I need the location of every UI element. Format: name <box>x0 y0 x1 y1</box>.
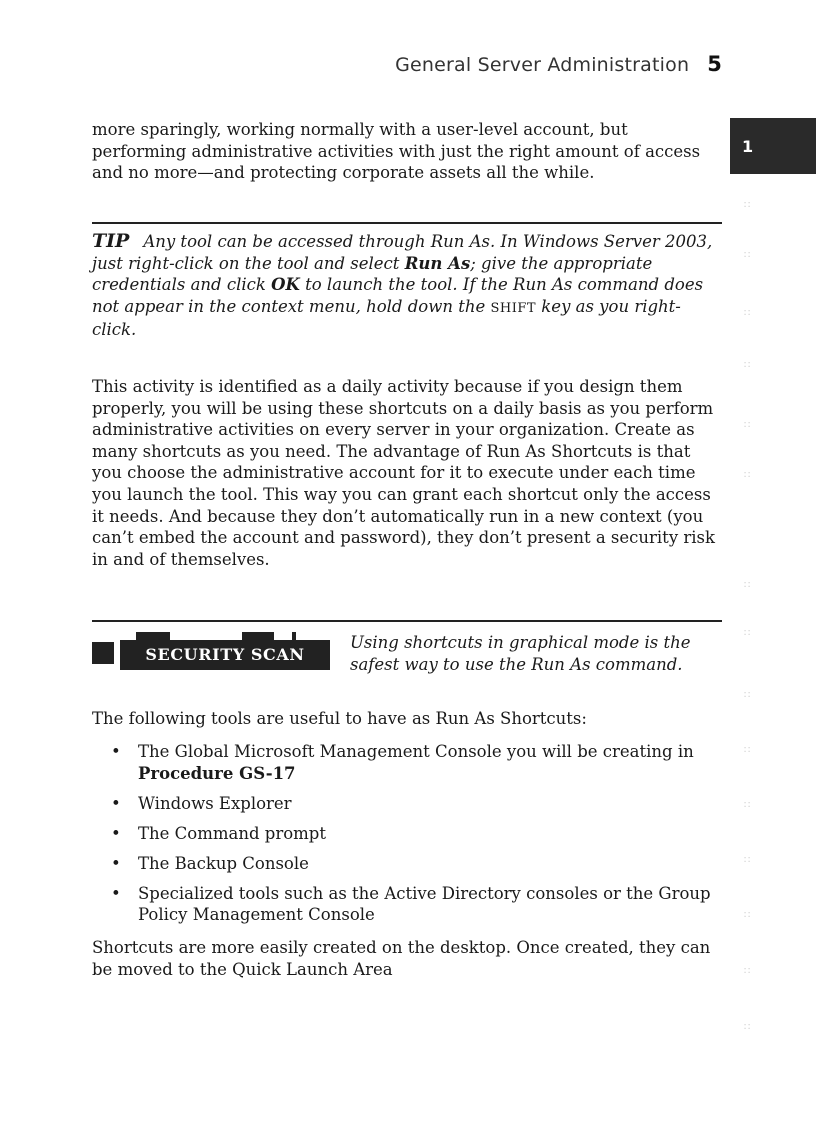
list-item <box>92 853 722 875</box>
tip-box <box>92 222 722 341</box>
bullet-icon: • <box>111 883 121 903</box>
margin-mark-icon: ∷ <box>744 250 751 261</box>
margin-mark-icon: ∷ <box>744 628 751 639</box>
tip-run-as: Run As <box>404 253 471 273</box>
chapter-tab <box>730 118 816 174</box>
list-item <box>92 823 722 845</box>
tip-label: TIP <box>92 230 130 252</box>
margin-mark-icon: ∷ <box>744 420 751 431</box>
tip-text-4: key as you right-click. <box>92 296 681 340</box>
paragraph-tools-intro: The following tools are useful to have as Run As Shortcuts: <box>92 709 587 728</box>
list-item-text: Windows Explorer <box>138 793 292 813</box>
margin-mark-icon: ∷ <box>744 910 751 921</box>
tip-text-2: ; give the appropriate credentials and click <box>92 253 653 295</box>
margin-mark-icon: ∷ <box>744 200 751 211</box>
list-item-text: Specialized tools such as the Active Directory consoles or the Group Policy Management Console <box>138 883 711 925</box>
badge-square <box>92 642 114 664</box>
page-number: 5 <box>707 52 722 76</box>
tip-text-3: to launch the tool. If the Run As command does not appear in the context menu, hold down the <box>92 275 704 316</box>
chapter-number: 1 <box>742 137 754 156</box>
list-item-text: The Command prompt <box>138 823 326 843</box>
bullet-icon: • <box>111 823 121 843</box>
header-title: General Server Administration <box>395 54 690 76</box>
security-scan-box <box>92 620 722 704</box>
tools-list <box>92 741 722 934</box>
margin-mark-icon: ∷ <box>744 580 751 591</box>
list-item <box>92 883 722 926</box>
paragraph-daily-activity: This activity is identified as a daily activity because if you design them properly, you will be using these shortcuts on a daily basis as you perform administrative activities on every server in your organization. Create as many shortcuts as you need. The advantage of Run As Shortcuts is that you choose the administrative account for it to execute under each time you launch the tool. This way you can grant each shortcut only the access it needs. And because they don’t automatically run in a new context (you can’t embed the account and password), they don’t present a security risk in and of themselves. <box>92 377 716 569</box>
list-item-text: The Global Microsoft Management Console you will be creating in <box>138 742 694 761</box>
margin-mark-icon: ∷ <box>744 800 751 811</box>
security-scan-text: Using shortcuts in graphical mode is the safest way to use the Run As command. <box>350 633 691 674</box>
margin-mark-icon: ∷ <box>744 470 751 481</box>
paragraph-shortcuts-desktop: Shortcuts are more easily created on the desktop. Once created, they can be moved to the Quick Launch Area <box>92 938 711 979</box>
running-header <box>395 52 722 76</box>
tip-text-1: Any tool can be accessed through Run As. In Windows Server 2003, just right-click on the tool and select <box>92 232 713 273</box>
list-item <box>92 793 722 815</box>
margin-mark-icon: ∷ <box>744 1022 751 1033</box>
margin-mark-icon: ∷ <box>744 308 751 319</box>
margin-mark-icon: ∷ <box>744 360 751 371</box>
procedure-reference: Procedure GS-17 <box>138 763 296 783</box>
bullet-icon: • <box>111 853 121 873</box>
tip-text <box>92 231 722 341</box>
margin-mark-icon: ∷ <box>744 966 751 977</box>
margin-mark-icon: ∷ <box>744 745 751 756</box>
tip-ok: OK <box>271 275 300 295</box>
security-scan-badge <box>92 632 330 672</box>
list-item <box>92 741 722 784</box>
tip-shift-key: SHIFT <box>490 300 537 316</box>
list-item-text: The Backup Console <box>138 853 309 873</box>
margin-mark-icon: ∷ <box>744 690 751 701</box>
bullet-icon: • <box>111 742 121 761</box>
margin-mark-icon: ∷ <box>744 855 751 866</box>
paragraph-intro: more sparingly, working normally with a user-level account, but performing administrative activities with just the right amount of access and no more—and protecting corporate assets all the while. <box>92 120 701 183</box>
bullet-icon: • <box>111 793 121 813</box>
security-scan-label: SECURITY SCAN <box>120 640 330 670</box>
